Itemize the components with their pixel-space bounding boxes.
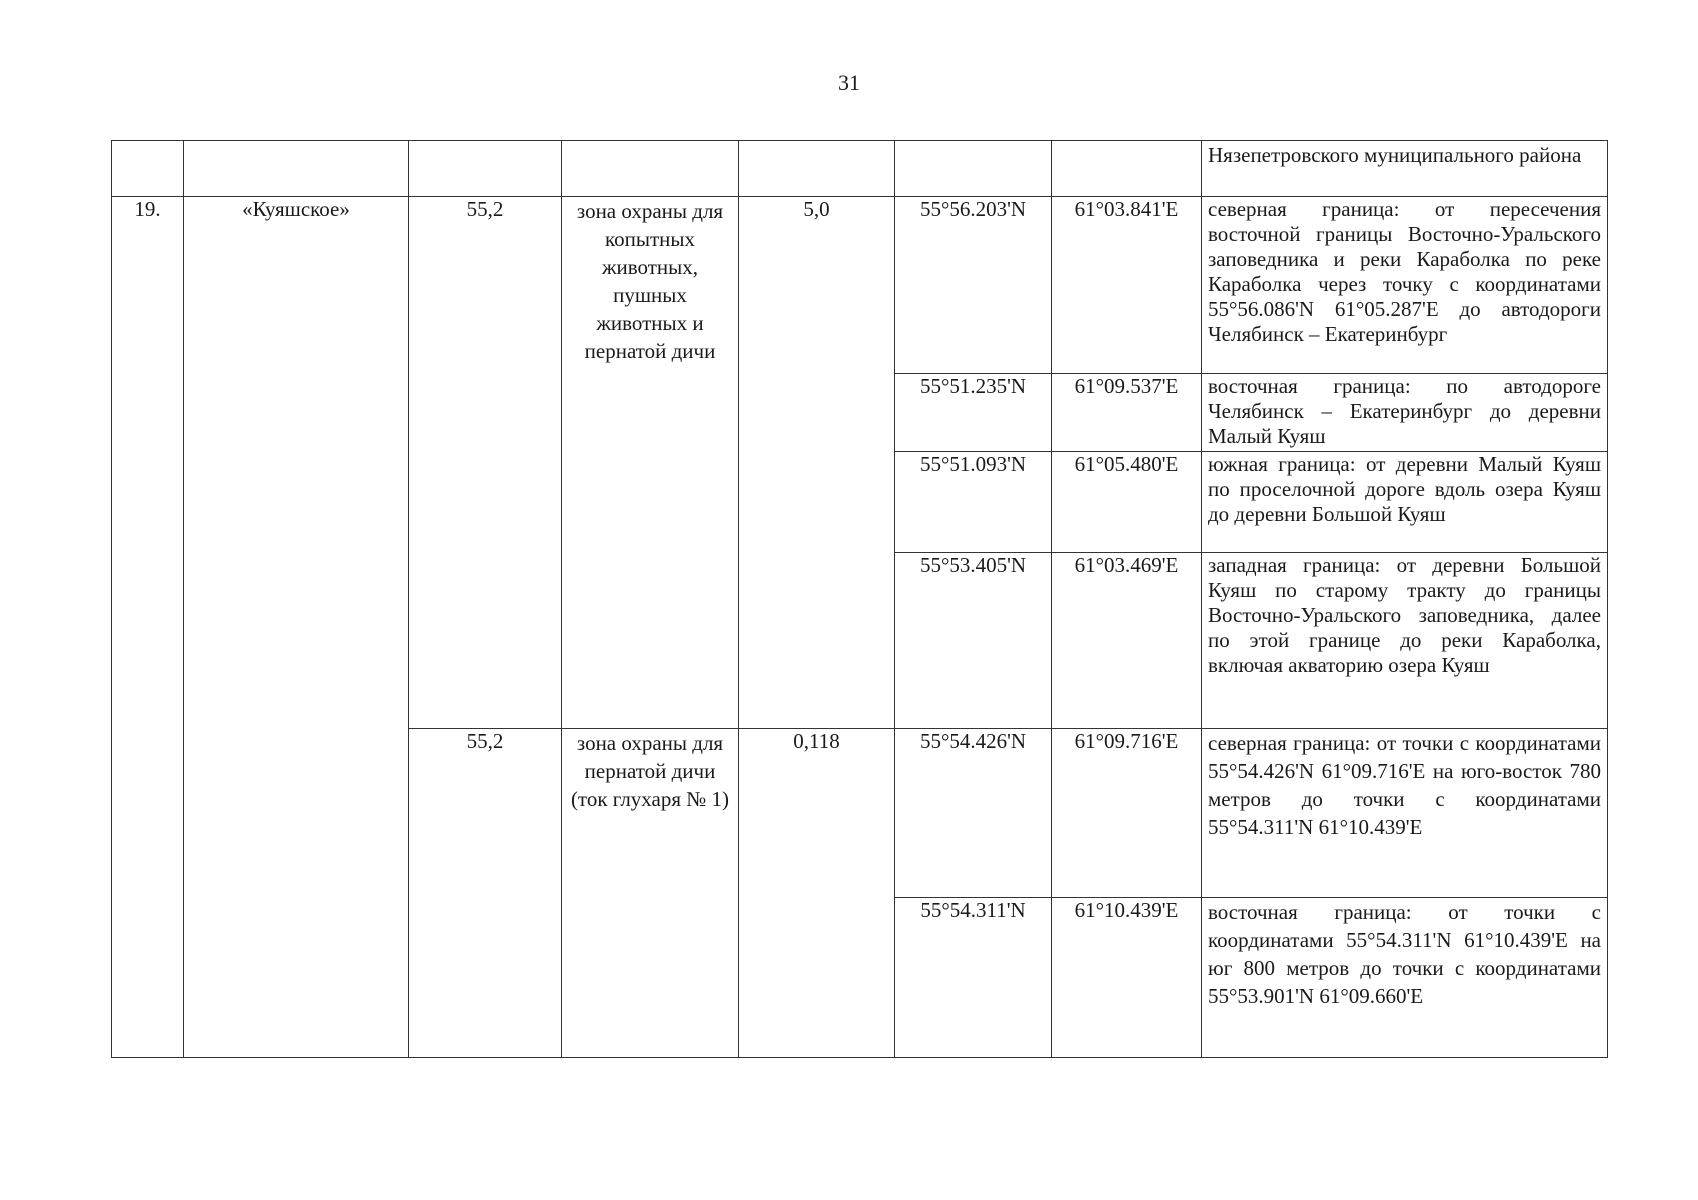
zone-type (562, 197, 739, 729)
point-lon: 61°09.537'E (1052, 374, 1202, 452)
cell-empty (409, 141, 562, 197)
zone-area-total: 55,2 (409, 729, 562, 1058)
point-lon: 61°03.469'E (1052, 553, 1202, 729)
cell-empty (739, 141, 895, 197)
entry-number: 19. (112, 197, 184, 1058)
point-lon: 61°05.480'E (1052, 452, 1202, 553)
point-lon: 61°10.439'E (1052, 898, 1202, 1058)
zone-area: 5,0 (739, 197, 895, 729)
cell-empty (895, 141, 1052, 197)
point-lat: 55°51.235'N (895, 374, 1052, 452)
point-lon: 61°09.716'E (1052, 729, 1202, 898)
zone-type (562, 729, 739, 1058)
point-lat: 55°51.093'N (895, 452, 1052, 553)
entry-name: «Куяшское» (184, 197, 409, 1058)
page-number: 31 (838, 70, 860, 95)
boundary-description: северная граница: от точки с координатами 55°54.426'N 61°09.716'E на юго-восток 780 метров до точки с координатами 55°54.311'N 61°10.439'E (1202, 729, 1608, 898)
boundary-description: южная граница: от деревни Малый Куяш по проселочной дороге вдоль озера Куяш до деревни Большой Куяш (1202, 452, 1608, 553)
zone-area: 0,118 (739, 729, 895, 1058)
zone-area-total: 55,2 (409, 197, 562, 729)
boundary-description: восточная граница: от точки с координатами 55°54.311'N 61°10.439'E на юг 800 метров до точки с координатами 55°53.901'N 61°09.660'E (1202, 898, 1608, 1058)
boundary-description: северная граница: от пересечения восточной границы Восточно-Уральского заповедника и реки Караболка по реке Караболка через точку с координатами 55°56.086'N 61°05.287'E до автодороги Челябинск – Екатеринбург (1202, 197, 1608, 374)
boundary-description: восточная граница: по автодороге Челябинск – Екатеринбург до деревни Малый Куяш (1202, 374, 1608, 452)
cell-empty (184, 141, 409, 197)
table-row-continuation (112, 141, 1608, 197)
table-row (112, 197, 1608, 374)
cell-empty (112, 141, 184, 197)
cell-empty (1052, 141, 1202, 197)
point-lat: 55°54.311'N (895, 898, 1052, 1058)
zone-type-text: зона охраны для пернатой дичи (ток глухаря № 1) (570, 731, 730, 811)
point-lat: 55°54.426'N (895, 729, 1052, 898)
boundary-description: западная граница: от деревни Большой Куяш по старому тракту до границы Восточно-Уральского заповедника, далее по этой границе до реки Караболка, включая акваторию озера Куяш (1202, 553, 1608, 729)
point-lat: 55°56.203'N (895, 197, 1052, 374)
continuation-text: Нязепетровского муниципального района (1202, 141, 1608, 197)
point-lat: 55°53.405'N (895, 553, 1052, 729)
point-lon: 61°03.841'E (1052, 197, 1202, 374)
zone-type-text: зона охраны для копытных животных, пушных животных и пернатой дичи (576, 199, 724, 363)
cell-empty (562, 141, 739, 197)
boundaries-table (111, 140, 1608, 1058)
